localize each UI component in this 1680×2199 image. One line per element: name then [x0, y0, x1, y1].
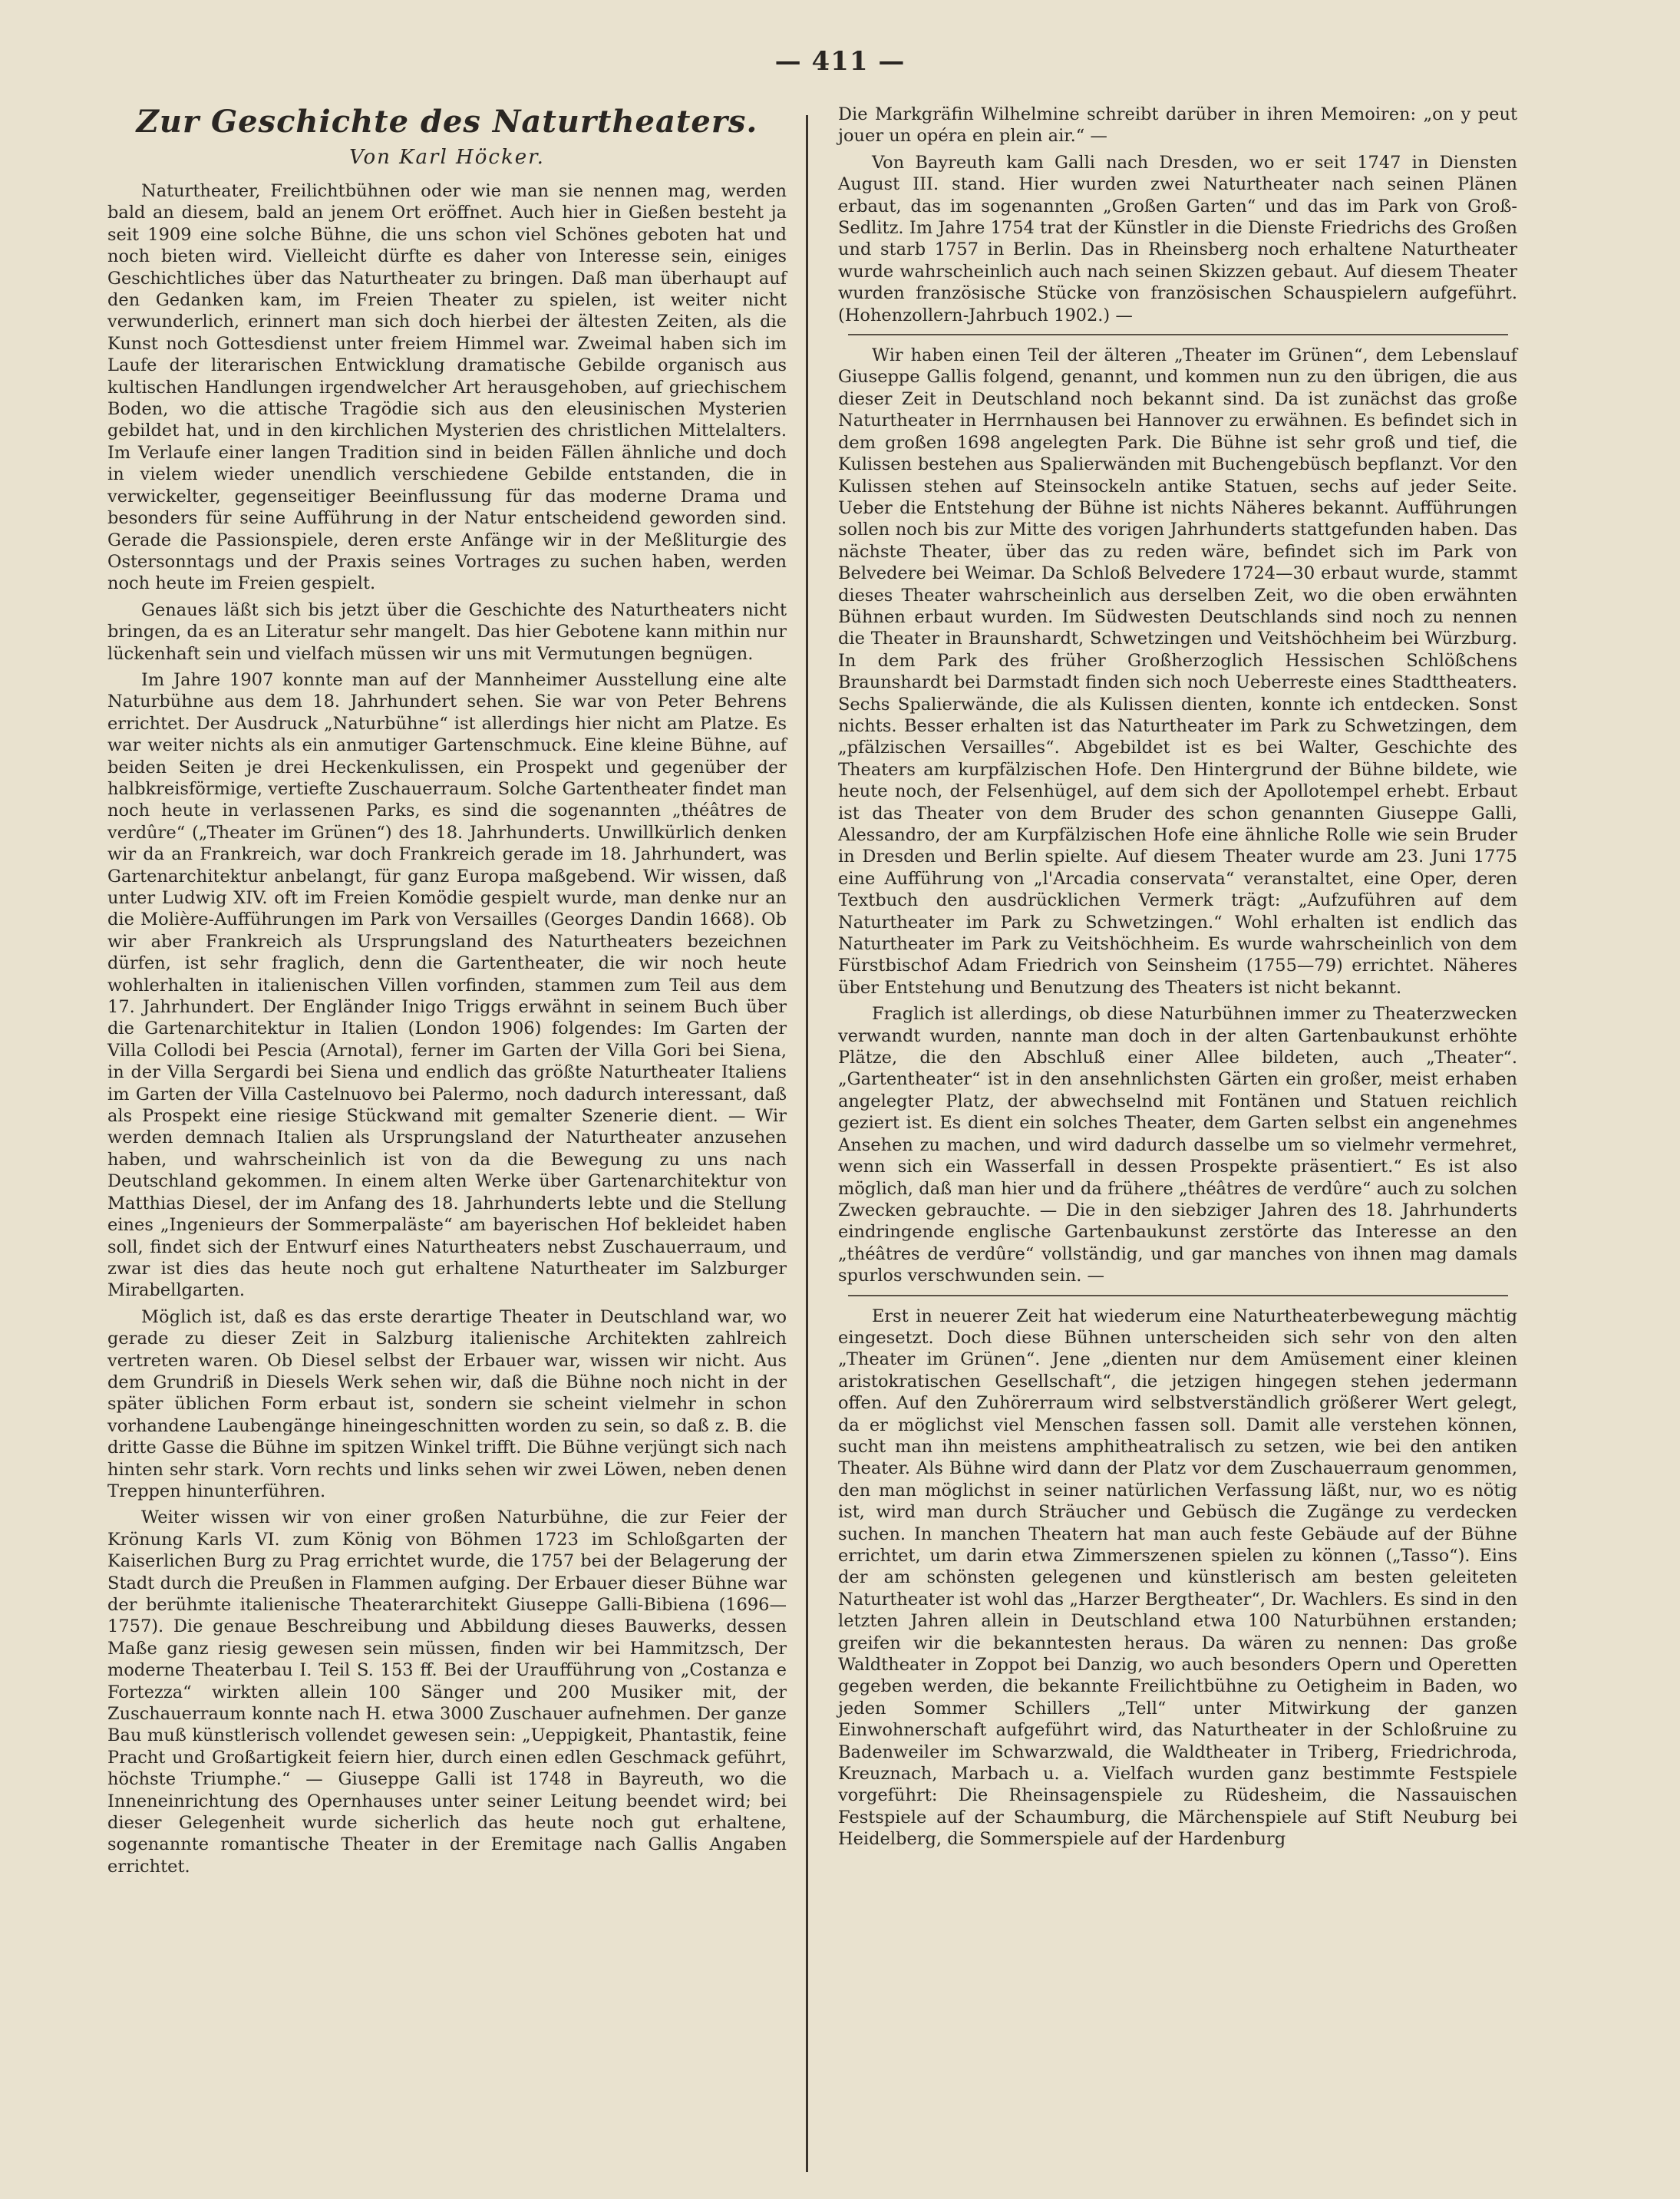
paragraph: Im Jahre 1907 konnte man auf der Mannheimer Ausstellung eine alte Naturbühne aus dem 18. Jahrhundert sehen. Sie war von Peter Behrens errichtet. Der Ausdruck „Naturbühne“ ist allerdings hier nicht am Platze. Es war weiter nichts als ein anmutiger Gartenschmuck. Eine kleine Bühne, auf beiden Seiten je drei Heckenkulissen, ein Prospekt und gegenüber der halbkreisförmige, vertiefte Zuschauerraum. Solche Gartentheater findet man noch heute in verlassenen Parks, es sind die sogenannten „théâtres de verdûre“ („Theater im Grünen“) des 18. Jahrhunderts. Unwillkürlich denken wir da an Frankreich, war doch Frankreich gerade im 18. Jahrhundert, was Gartenarchitektur anbelangt, für ganz Europa maßgebend. Wir wissen, daß unter Ludwig XIV. oft im Freien Komödie gespielt wurde, man denke nur an die Molière-Aufführungen im Park von Versailles (Georges Dandin 1668). Ob wir aber Frankreich als Ursprungsland des Naturtheaters bezeichnen dürfen, ist sehr fraglich, denn die Gartentheater, die wir noch heute wohlerhalten in italienischen Villen vorfinden, stammen zum Teil aus dem 17. Jahrhundert. Der Engländer Inigo Triggs erwähnt in seinem Buch über die Gartenarchitektur in Italien (London 1906) folgendes: Im Garten der Villa Collodi bei Pescia (Arnotal), ferner im Garten der Villa Gori bei Siena, in der Villa Sergardi bei Siena und endlich das größte Naturtheater Italiens im Garten der Villa Castelnuovo bei Palermo, noch dadurch interessant, daß als Prospekt eine riesige Stückwand mit gemalter Szenerie dient. — Wir werden demnach Italien als Ursprungsland der Naturtheater anzusehen haben, und wahrscheinlich ist von da die Bewegung zu uns nach Deutschland gekommen. In einem alten Werke über Gartenarchitektur von Matthias Diesel, der im Anfang des 18. Jahrhunderts lebte und die Stellung eines „Ingenieurs der Sommerpaläste“ am bayerischen Hof bekleidet haben soll, findet sich der Entwurf eines Naturtheaters nebst Zuschauerraum, und zwar ist dies das heute noch gut erhaltene Naturtheater im Salzburger Mirabellgarten.	[107, 669, 787, 1301]
article-byline: Von Karl Höcker.	[349, 146, 545, 169]
paragraph: Erst in neuerer Zeit hat wiederum eine Naturtheaterbewegung mächtig eingesetzt. Doch diese Bühnen unterscheiden sich sehr von den alten „Theater im Grünen“. Jene „dienten nur dem Amüsement einer kleinen aristokratischen Gesellschaft“, die jetzigen hingegen stehen jedermann offen. Auf den Zuhörerraum wird selbstverständlich größerer Wert gelegt, da er möglichst viel Menschen fassen soll. Damit alle verstehen können, sucht man ihn meistens amphitheatralisch zu setzen, wie bei den antiken Theater. Als Bühne wird dann der Platz vor dem Zuschauerraum genommen, den man möglichst in seiner natürlichen Verfassung läßt, nur, wo es nötig ist, wird man durch Sträucher und Gebüsch die Zugänge zu verdecken suchen. In manchen Theatern hat man auch feste Gebäude auf der Bühne errichtet, um darin etwa Zimmerszenen spielen zu können („Tasso“). Eins der am schönsten gelegenen und künstlerisch am besten geleiteten Naturtheater ist wohl das „Harzer Bergtheater“, Dr. Wachlers. Es sind in den letzten Jahren allein in Deutschland etwa 100 Naturbühnen erstanden; greifen wir die bekanntesten heraus. Da wären zu nennen: Das große Waldtheater in Zoppot bei Danzig, wo auch besonders Opern und Operetten gegeben werden, die bekannte Freilichtbühne zu Oetigheim in Baden, wo jeden Sommer Schillers „Tell“ unter Mitwirkung der ganzen Einwohnerschaft aufgeführt wird, das Naturtheater in der Schloßruine zu Badenweiler im Schwarzwald, die Waldtheater in Triberg, Friedrichroda, Kreuznach, Marbach u. a. Vielfach wurden ganz bestimmte Festspiele vorgeführt: Die Rheinsagenspiele zu Rüdesheim, die Nassauischen Festspiele auf der Schaumburg, die Märchenspiele auf Stift Neuburg bei Heidelberg, die Sommerspiele auf der Hardenburg	[838, 1306, 1517, 1850]
paragraph: Naturtheater, Freilichtbühnen oder wie man sie nennen mag, werden bald an diesem, bald an jenem Ort eröffnet. Auch hier in Gießen besteht ja seit 1909 eine solche Bühne, die uns schon viel Schönes geboten hat und noch bieten wird. Vielleicht dürfte es daher von Interesse sein, einiges Geschichtliches über das Naturtheater zu bringen. Daß man überhaupt auf den Gedanken kam, im Freien Theater zu spielen, ist weiter nicht verwunderlich, erinnert man sich doch hierbei der ältesten Zeiten, als die Kunst noch Gottesdienst unter freiem Himmel war. Zweimal haben sich im Laufe der literarischen Entwicklung dramatische Gebilde organisch aus kultischen Handlungen irgendwelcher Art herausgehoben, auf griechischem Boden, wo die attische Tragödie sich aus den eleusinischen Mysterien gebildet hat, und in den kirchlichen Mysterien des christlichen Mittelalters. Im Verlaufe einer langen Tradition sind in beiden Fällen ähnliche und doch in vielem wieder unendlich verschiedene Gebilde entstanden, die in verwickelter, gegenseitiger Beeinflussung für das moderne Drama und besonders für seine Aufführung in der Natur entscheidend geworden sind. Gerade die Passionspiele, deren erste Anfänge wir in der Meßliturgie des Ostersonntags und der Praxis seines Vortrages zu suchen haben, werden noch heute im Freien gespielt.	[107, 181, 787, 594]
paragraph: Von Bayreuth kam Galli nach Dresden, wo er seit 1747 in Diensten August III. stand. Hier wurden zwei Naturtheater nach seinen Plänen erbaut, das im sogenannten „Großen Garten“ und das im Park von Groß-Sedlitz. Im Jahre 1754 trat der Künstler in die Dienste Friedrichs des Großen und starb 1757 in Berlin. Das in Rheinsberg noch erhaltene Naturtheater wurde wahrscheinlich auch nach seinen Skizzen gebaut. Auf diesem Theater wurden französische Stücke von französischen Schauspielern aufgeführt. (Hohenzollern-Jahrbuch 1902.) —	[838, 152, 1517, 325]
page-number: — 411 —	[774, 46, 906, 77]
section-separator	[848, 334, 1508, 335]
right-column	[838, 104, 1517, 1855]
article-title: Zur Geschichte des Naturtheaters.	[136, 104, 758, 140]
section-separator	[848, 1295, 1508, 1296]
paragraph: Möglich ist, daß es das erste derartige Theater in Deutschland war, wo gerade zu dieser Zeit in Salzburg italienische Architekten zahlreich vertreten waren. Ob Diesel selbst der Erbauer war, wissen wir nicht. Aus dem Grundriß in Diesels Werk sehen wir, daß die Bühne noch nicht in der später üblichen Form erbaut ist, sondern sie scheint vielmehr in schon vorhandene Laubengänge hineingeschnitten worden zu sein, so daß z. B. die dritte Gasse die Bühne im spitzen Winkel trifft. Die Bühne verjüngt sich nach hinten sehr stark. Vorn rechts und links sehen wir zwei Löwen, neben denen Treppen hinunterführen.	[107, 1306, 787, 1501]
paragraph: Wir haben einen Teil der älteren „Theater im Grünen“, dem Lebenslauf Giuseppe Gallis folgend, genannt, und kommen nun zu den übrigen, die aus dieser Zeit in Deutschland noch bekannt sind. Da ist zunächst das große Naturtheater in Herrnhausen bei Hannover zu erwähnen. Es befindet sich in dem großen 1698 angelegten Park. Die Bühne ist sehr groß und tief, die Kulissen bestehen aus Spalierwänden mit Buchengebüsch bepflanzt. Vor den Kulissen stehen auf Steinsockeln antike Statuen, sechs auf jeder Seite. Ueber die Entstehung der Bühne ist nichts Näheres bekannt. Aufführungen sollen noch bis zur Mitte des vorigen Jahrhunderts stattgefunden haben. Das nächste Theater, über das zu reden wäre, befindet sich im Park von Belvedere bei Weimar. Da Schloß Belvedere 1724—30 erbaut wurde, stammt dieses Theater wahrscheinlich aus derselben Zeit, wo die oben erwähnten Bühnen erbaut wurden. Im Südwesten Deutschlands sind noch zu nennen die Theater in Braunshardt, Schwetzingen und Veitshöchheim bei Würzburg. In dem Park des früher Großherzoglich Hessischen Schlößchens Braunshardt bei Darmstadt finden sich noch Ueberreste eines Stadttheaters. Sechs Spalierwände, die als Kulissen dienten, konnte ich entdecken. Sonst nichts. Besser erhalten ist das Naturtheater im Park zu Schwetzingen, dem „pfälzischen Versailles“. Abgebildet ist es bei Walter, Geschichte des Theaters am kurpfälzischen Hofe. Den Hintergrund der Bühne bildete, wie heute noch, der Felsenhügel, auf dem sich der Apollotempel erhebt. Erbaut ist das Theater von dem Bruder des schon genannten Giuseppe Galli, Alessandro, der am Kurpfälzischen Hofe eine ähnliche Rolle wie sein Bruder in Dresden und Berlin spielte. Auf diesem Theater wurde am 23. Juni 1775 eine Aufführung von „l'Arcadia conservata“ veranstaltet, eine Oper, deren Textbuch den ausdrücklichen Vermerk trägt: „Aufzuführen auf dem Naturtheater im Park zu Schwetzingen.“ Wohl erhalten ist endlich das Naturtheater im Park zu Veitshöchheim. Es wurde wahrscheinlich von dem Fürstbischof Adam Friedrich von Seinsheim (1755—79) errichtet. Näheres über Entstehung und Benutzung des Theaters ist nicht bekannt.	[838, 345, 1517, 998]
paragraph: Genaues läßt sich bis jetzt über die Geschichte des Naturtheaters nicht bringen, da es an Literatur sehr mangelt. Das hier Gebotene kann mithin nur lückenhaft sein und vielfach müssen wir uns mit Vermutungen begnügen.	[107, 599, 787, 664]
paragraph: Weiter wissen wir von einer großen Naturbühne, die zur Feier der Krönung Karls VI. zum König von Böhmen 1723 im Schloßgarten der Kaiserlichen Burg zu Prag errichtet wurde, die 1757 bei der Belagerung der Stadt durch die Preußen in Flammen aufging. Der Erbauer dieser Bühne war der berühmte italienische Theaterarchitekt Giuseppe Galli-Bibiena (1696—1757). Die genaue Beschreibung und Abbildung dieses Bauwerks, dessen Maße ganz riesig gewesen sein müssen, finden wir bei Hammitzsch, Der moderne Theaterbau I. Teil S. 153 ff. Bei der Uraufführung von „Costanza e Fortezza“ wirkten allein 100 Sänger und 200 Musiker mit, der Zuschauerraum konnte nach H. etwa 3000 Zuschauer aufnehmen. Der ganze Bau muß künstlerisch vollendet gewesen sein: „Ueppigkeit, Phantastik, feine Pracht und Großartigkeit feiern hier, durch einen edlen Geschmack geführt, höchste Triumphe.“ — Giuseppe Galli ist 1748 in Bayreuth, wo die Inneneinrichtung des Opernhauses unter seiner Leitung beendet wird; bei dieser Gelegenheit wurde sicherlich das heute noch gut erhaltene, sogenannte romantische Theater in der Eremitage nach Gallis Angaben errichtet.	[107, 1507, 787, 1877]
paragraph: Die Markgräfin Wilhelmine schreibt darüber in ihren Memoiren: „on y peut jouer un opéra en plein air.“ —	[838, 104, 1517, 147]
column-divider	[806, 115, 808, 2172]
paragraph: Fraglich ist allerdings, ob diese Naturbühnen immer zu Theaterzwecken verwandt wurden, nannte man doch in der alten Gartenbaukunst erhöhte Plätze, die den Abschluß einer Allee bildeten, auch „Theater“. „Gartentheater“ ist in den ansehnlichsten Gärten ein großer, meist erhaben angelegter Platz, der abwechselnd mit Fontänen und Statuen reichlich geziert ist. Es dient ein solches Theater, dem Garten selbst ein angenehmes Ansehen zu machen, und wird dadurch dasselbe um so vielmehr vermehret, wenn sich ein Wasserfall in dessen Prospekte präsentiert.“ Es ist also möglich, daß man hier und da frühere „théâtres de verdûre“ auch zu solchen Zwecken gebrauchte. — Die in den siebziger Jahren des 18. Jahrhunderts eindringende englische Gartenbaukunst zerstörte das Interesse an den „théâtres de verdûre“ vollständig, und gar manches von ihnen mag damals spurlos verschwunden sein. —	[838, 1004, 1517, 1286]
left-column	[107, 104, 787, 1882]
